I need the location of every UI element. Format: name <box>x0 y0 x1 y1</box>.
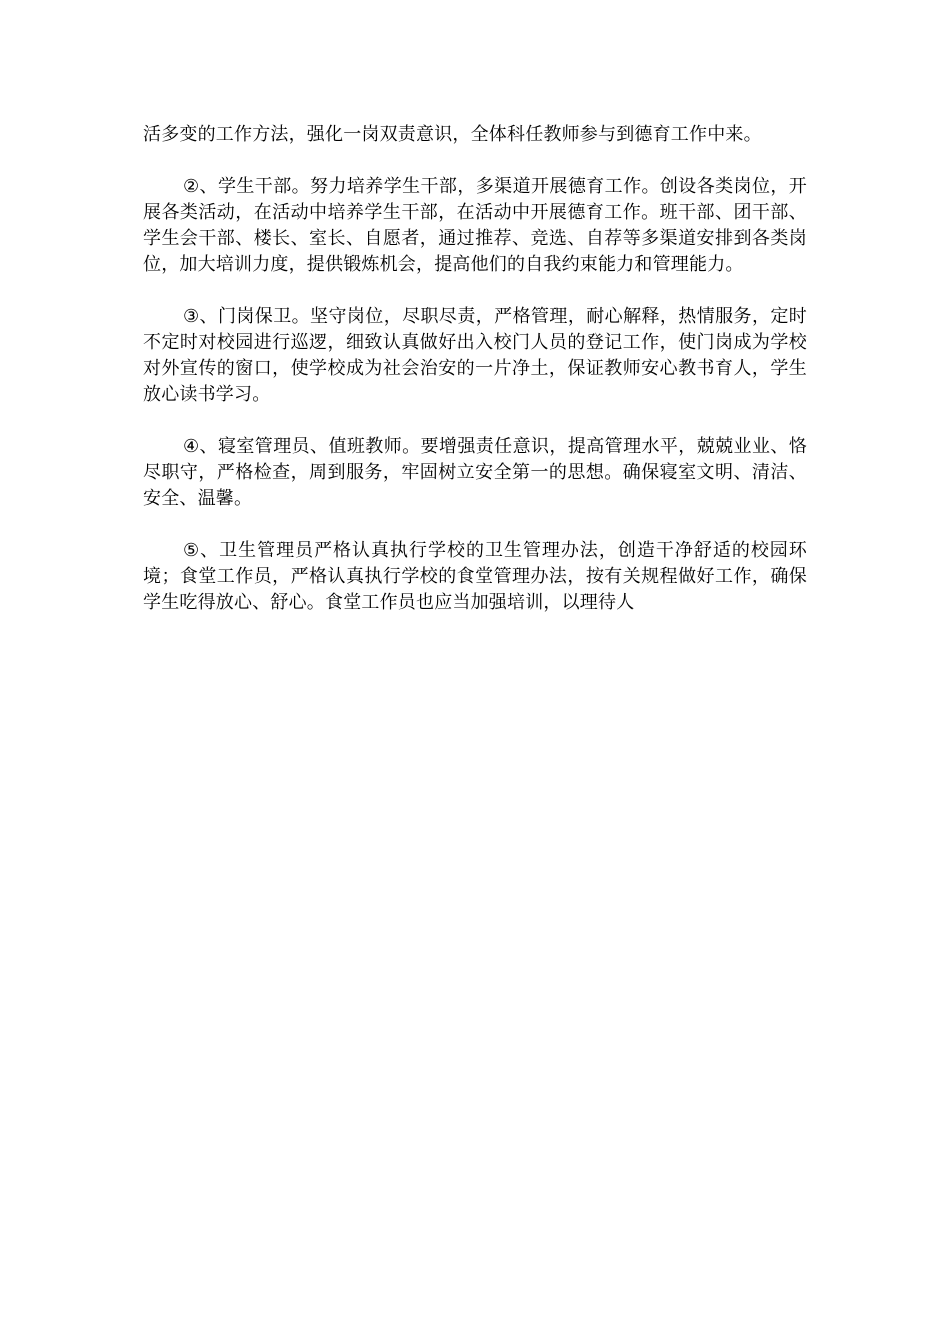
paragraph-continuation: 活多变的工作方法，强化一岗双责意识，全体科任教师参与到德育工作中来。 <box>143 124 762 145</box>
document-body <box>143 122 807 642</box>
paragraph-dormitory-managers: ④、寝室管理员、值班教师。要增强责任意识，提高管理水平，兢兢业业、恪尽职守，严格检查，周到服务，牢固树立安全第一的思想。确保寝室文明、清洁、安全、温馨。 <box>143 436 807 509</box>
paragraph-student-cadres: ②、学生干部。努力培养学生干部，多渠道开展德育工作。创设各类岗位，开展各类活动，在活动中培养学生干部，在活动中开展德育工作。班干部、团干部、学生会干部、楼长、室长、自愿者，通过推荐、竞选、自荐等多渠道安排到各类岗位，加大培训力度，提供锻炼机会，提高他们的自我约束能力和管理能力。 <box>143 176 807 275</box>
paragraph-hygiene-canteen: ⑤、卫生管理员严格认真执行学校的卫生管理办法，创造干净舒适的校园环境；食堂工作员，严格认真执行学校的食堂管理办法，按有关规程做好工作，确保学生吃得放心、舒心。食堂工作员也应当加强培训，以理待人 <box>143 540 807 613</box>
paragraph-gate-security: ③、门岗保卫。坚守岗位，尽职尽责，严格管理，耐心解释，热情服务，定时不定时对校园进行巡逻，细致认真做好出入校门人员的登记工作，使门岗成为学校对外宣传的窗口，使学校成为社会治安的一片净土，保证教师安心教书育人，学生放心读书学习。 <box>143 306 807 405</box>
